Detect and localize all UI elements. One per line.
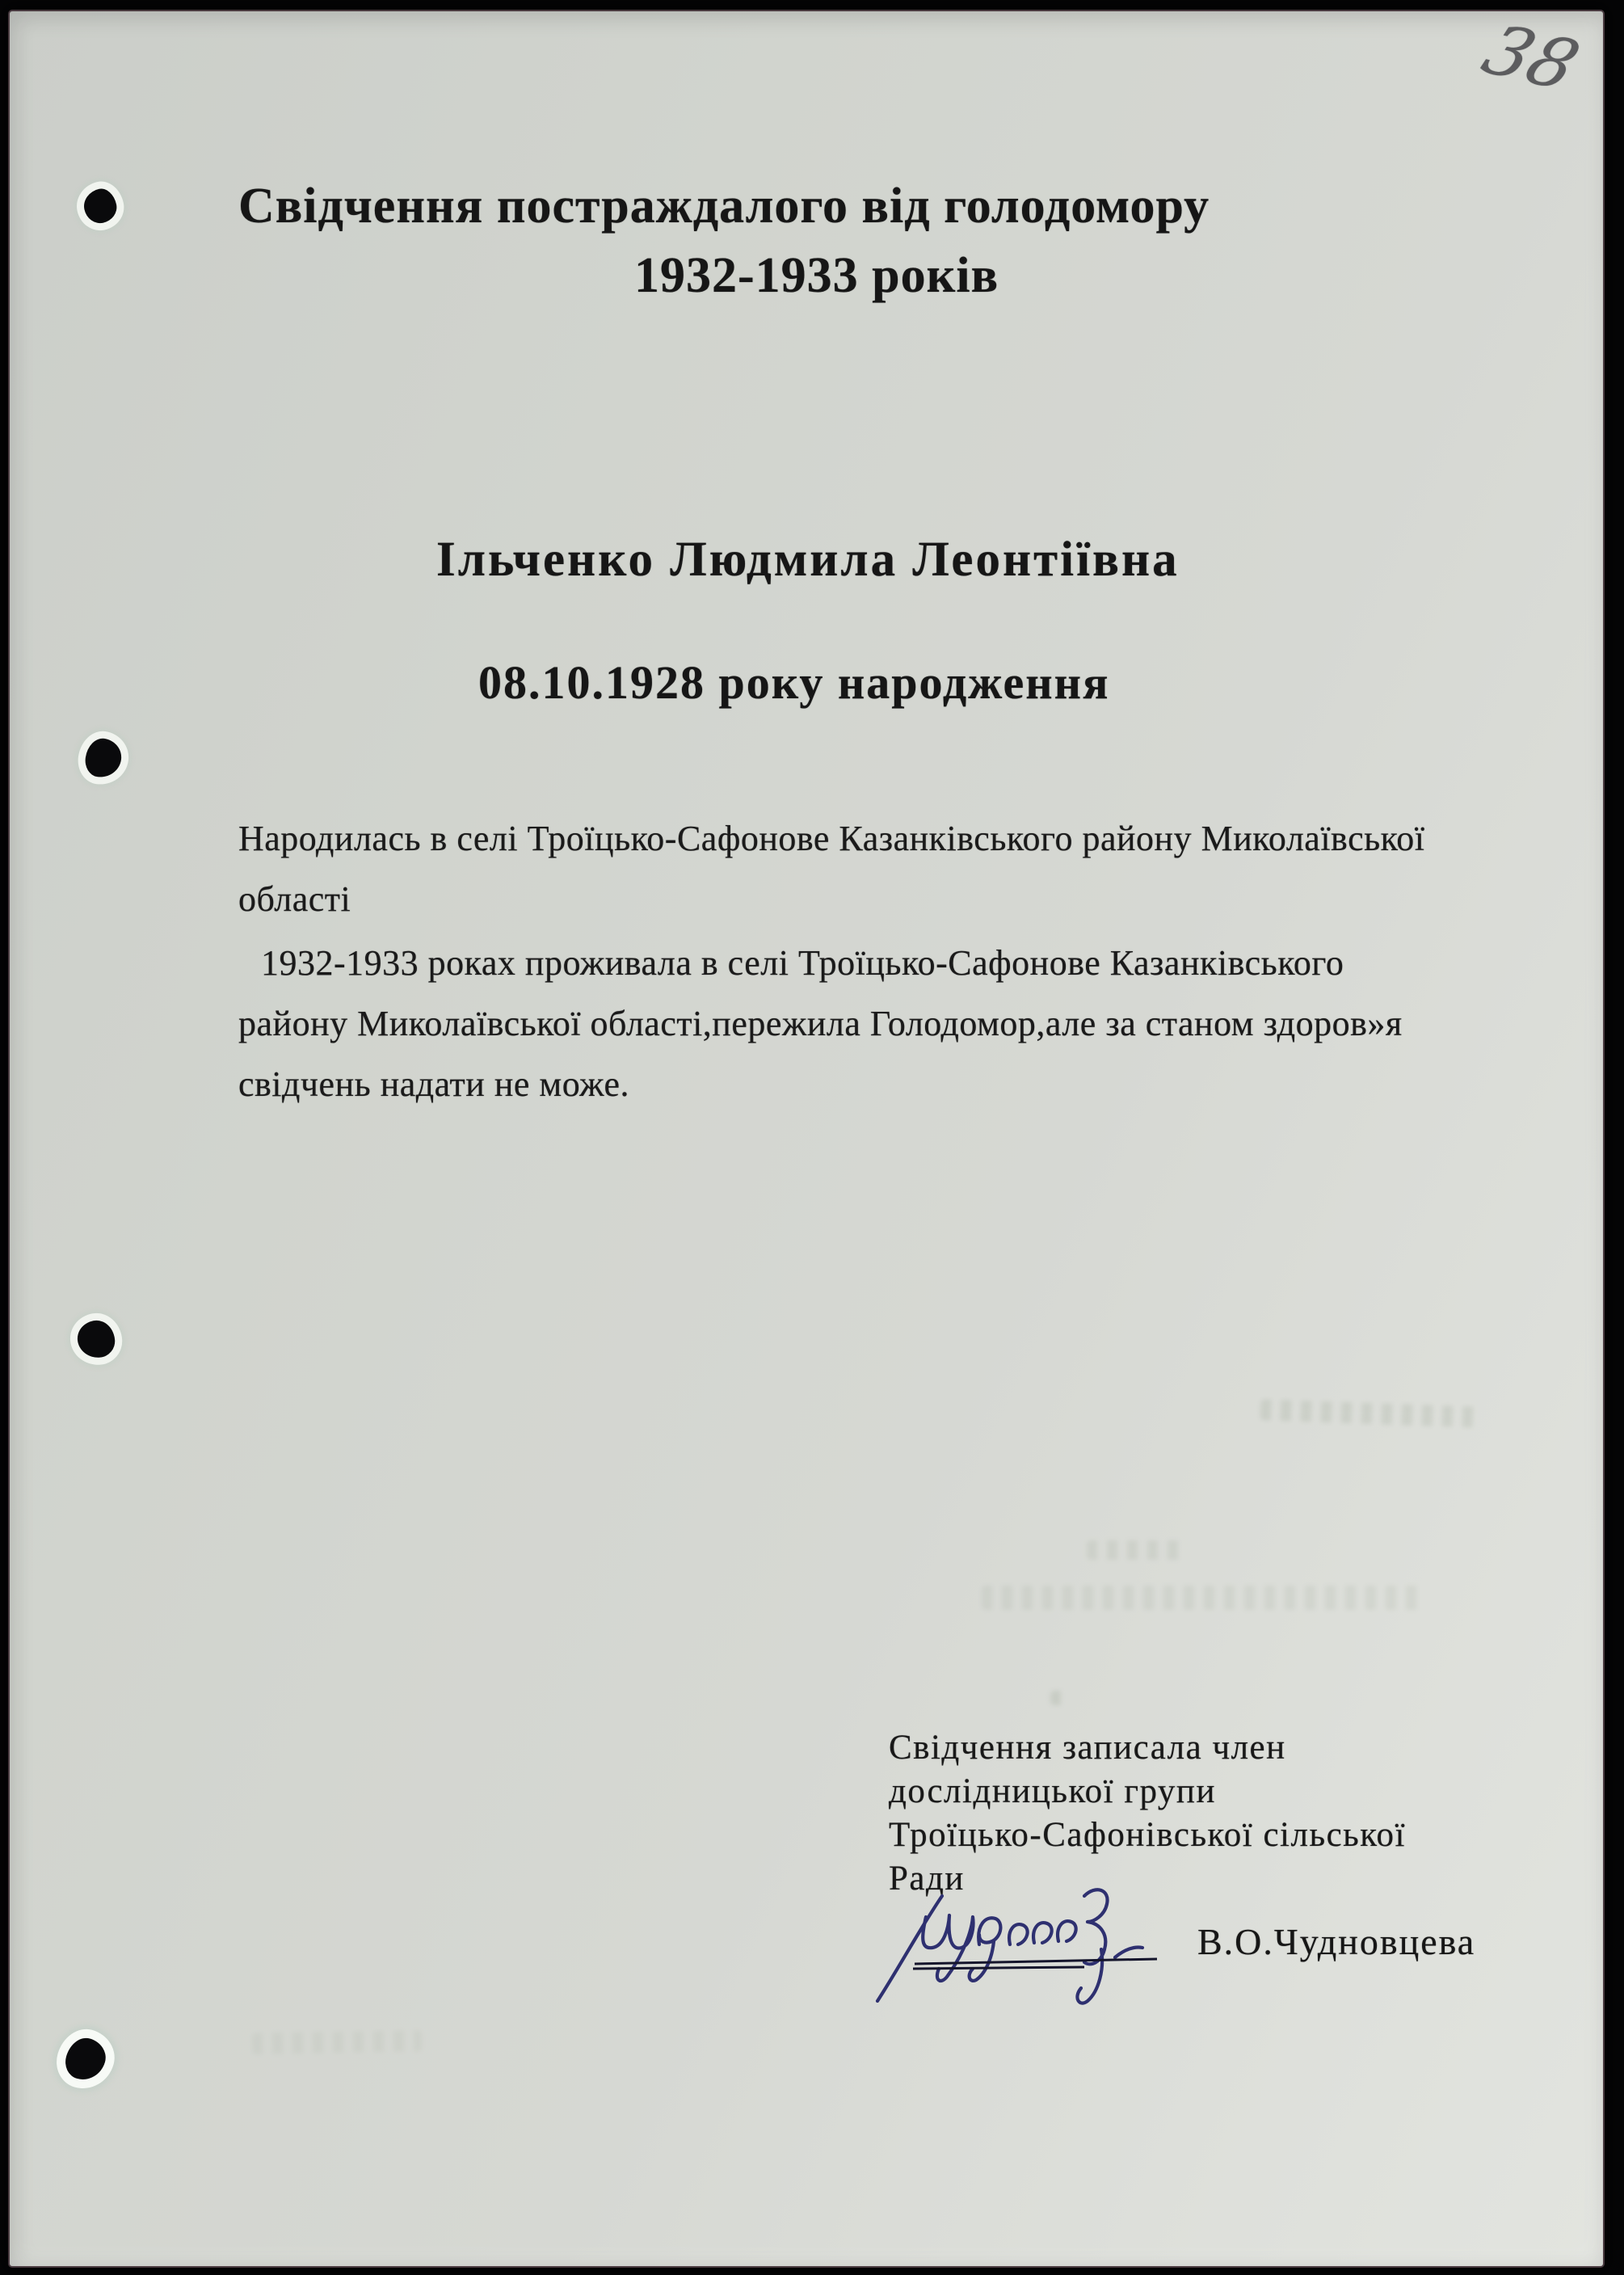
recorder-line: Ради [889,1860,965,1898]
document-title-line1: Свідчення постраждалого від голодомору [238,179,1210,234]
bleedthrough-mark [1260,1399,1481,1427]
paragraph-line: Народилась в селі Троїцько-Сафонове Казанківського району Миколаївської [238,819,1425,858]
recorder-signature-name: В.О.Чудновцева [1197,1921,1476,1962]
witness-name: Ільченко Людмила Леонтіївна [436,533,1180,587]
punch-hole [83,736,124,780]
punch-hole [81,186,120,225]
bleedthrough-mark [1087,1540,1180,1560]
signature-handwriting [873,1873,1196,2007]
bleedthrough-mark [982,1586,1424,1610]
handwritten-page-number: 38 [1471,10,1590,107]
paragraph-birthplace [238,808,1425,929]
birth-date-line: 08.10.1928 року народження [478,656,1110,709]
paragraph-line: району Миколаївської області,пережила Голодомор,але за станом здоров»я [238,1004,1403,1043]
recorder-line: Троїцько-Сафонівської сільської [889,1816,1406,1854]
paragraph-line: області [238,879,351,919]
document-title-line2: 1932-1933 років [634,248,999,303]
paragraph-line: свідчень надати не може. [238,1064,629,1104]
document-page [10,11,1603,2266]
punch-hole [76,1319,116,1359]
punch-hole [61,2033,110,2084]
paragraph-line: 1932-1933 роках проживала в селі Троїцько-Сафонове Казанківського [261,943,1344,983]
recorder-line: Свідчення записала член [889,1729,1286,1767]
paragraph-testimony [238,933,1403,1114]
bleedthrough-mark [252,2030,422,2054]
bleedthrough-mark [1050,1691,1063,1705]
recorder-line: дослідницької групи [889,1772,1216,1810]
